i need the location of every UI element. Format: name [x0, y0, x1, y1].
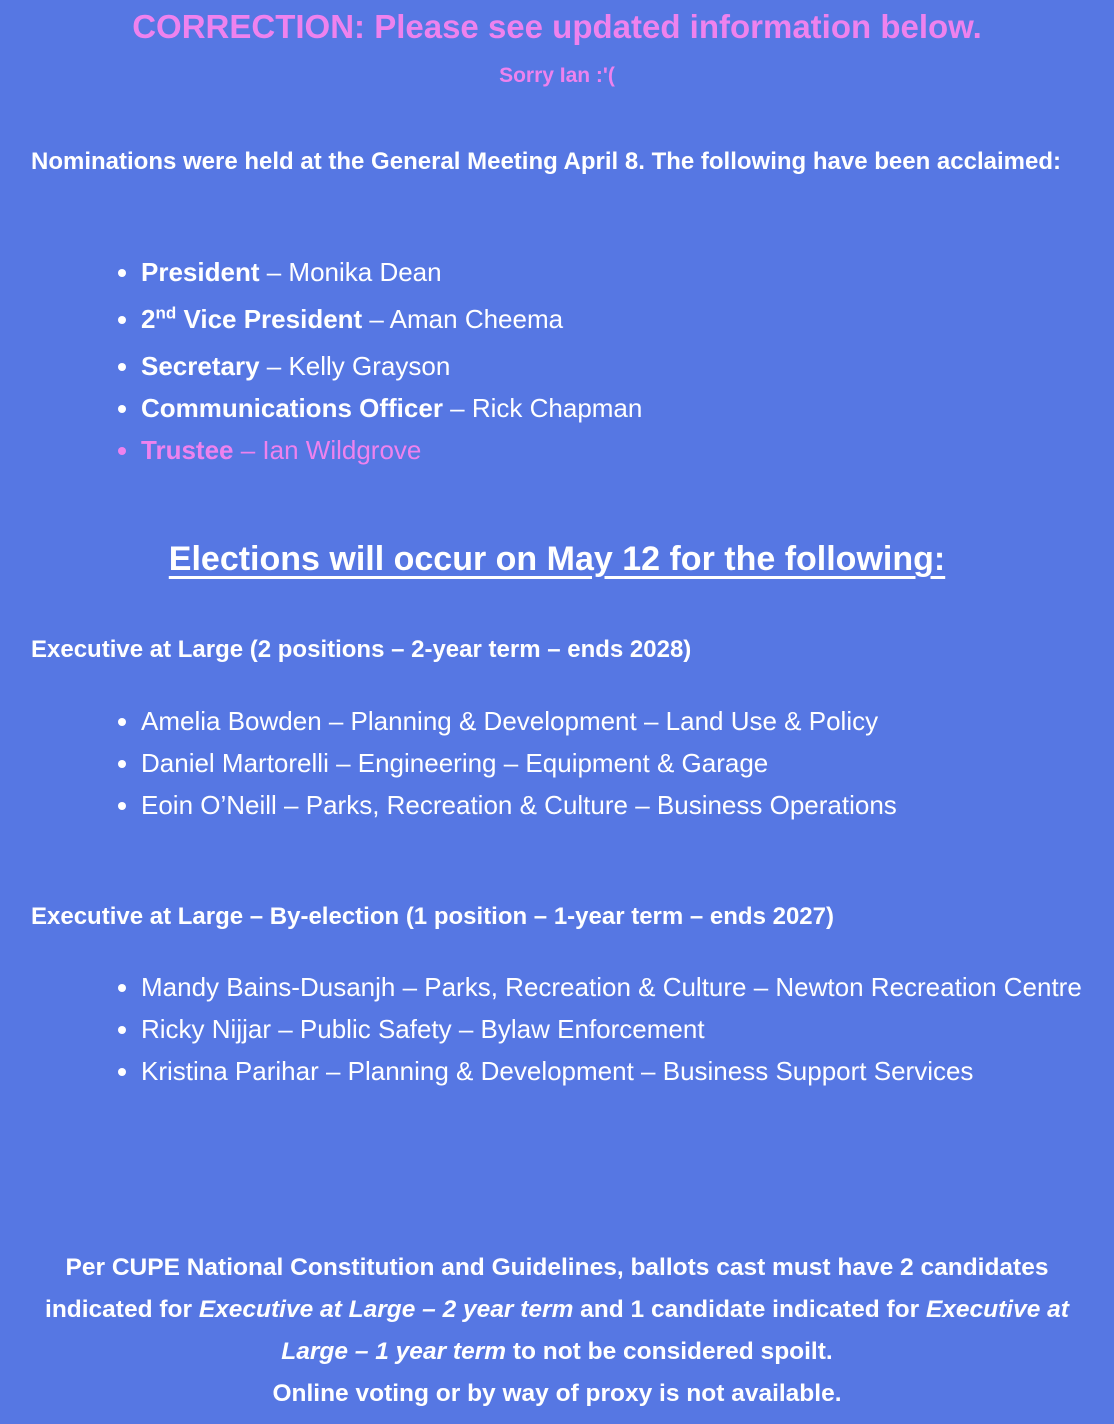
intro-paragraph: Nominations were held at the General Meeting April 8. The following have been acclaimed: [31, 148, 1061, 175]
role-ordinal-suffix: nd [155, 303, 177, 323]
list-item [141, 387, 1114, 429]
list-item: • Amelia Bowden – Planning & Development – Land Use & Policy [141, 700, 1114, 742]
by-election-candidate-list [108, 966, 1114, 1092]
footer-emphasis: Executive at Large – 1 year term [281, 1296, 1069, 1365]
footer-notice: Online voting or by way of proxy is not available. [272, 1380, 842, 1407]
role-label: Secretary [141, 351, 260, 381]
member-name: – Monika Dean [259, 257, 442, 287]
role-label: President [141, 257, 260, 287]
member-name: – Kelly Grayson [259, 351, 451, 381]
member-name: – Rick Chapman [442, 393, 643, 423]
acclaimed-list [108, 251, 1114, 471]
footer-emphasis: Executive at Large – 2 year term [198, 1296, 574, 1323]
apology-note: Sorry Ian :'( [499, 64, 615, 87]
footer-text: to not be considered spoilt. [506, 1338, 833, 1365]
list-item: • Eoin O’Neill – Parks, Recreation & Culture – Business Operations [141, 784, 1114, 826]
role-label: Trustee [141, 435, 234, 465]
by-election-heading: Executive at Large – By-election (1 position – 1-year term – ends 2027) [31, 903, 834, 930]
list-item: • Mandy Bains-Dusanjh – Parks, Recreation & Culture – Newton Recreation Centre [141, 966, 1114, 1008]
member-name: – Aman Cheema [362, 304, 564, 334]
list-item: • Kristina Parihar – Planning & Development – Business Support Services [141, 1050, 1114, 1092]
exec-large-candidate-list [108, 700, 1114, 826]
list-item [141, 251, 1114, 293]
role-label: Communications Officer [141, 393, 443, 423]
role-text: Vice President [176, 304, 363, 334]
footer-text: Per CUPE National Constitution and Guidelines, ballots cast must have 2 candidates indicated for [45, 1254, 1049, 1323]
list-item [141, 345, 1114, 387]
list-item: • Ricky Nijjar – Public Safety – Bylaw Enforcement [141, 1008, 1114, 1050]
footer-text: and 1 candidate indicated for [573, 1296, 926, 1323]
ballot-rules-footer [40, 1247, 1074, 1415]
exec-large-heading: Executive at Large (2 positions – 2-year term – ends 2028) [31, 636, 692, 663]
role-number: 2 [141, 304, 156, 334]
elections-heading: Elections will occur on May 12 for the following: [168, 540, 946, 578]
role-label [141, 304, 362, 334]
correction-banner: CORRECTION: Please see updated information below. [132, 8, 982, 45]
list-item [141, 293, 1114, 345]
member-name: – Ian Wildgrove [233, 435, 422, 465]
list-item-trustee [141, 429, 1114, 471]
list-item: • Daniel Martorelli – Engineering – Equipment & Garage [141, 742, 1114, 784]
